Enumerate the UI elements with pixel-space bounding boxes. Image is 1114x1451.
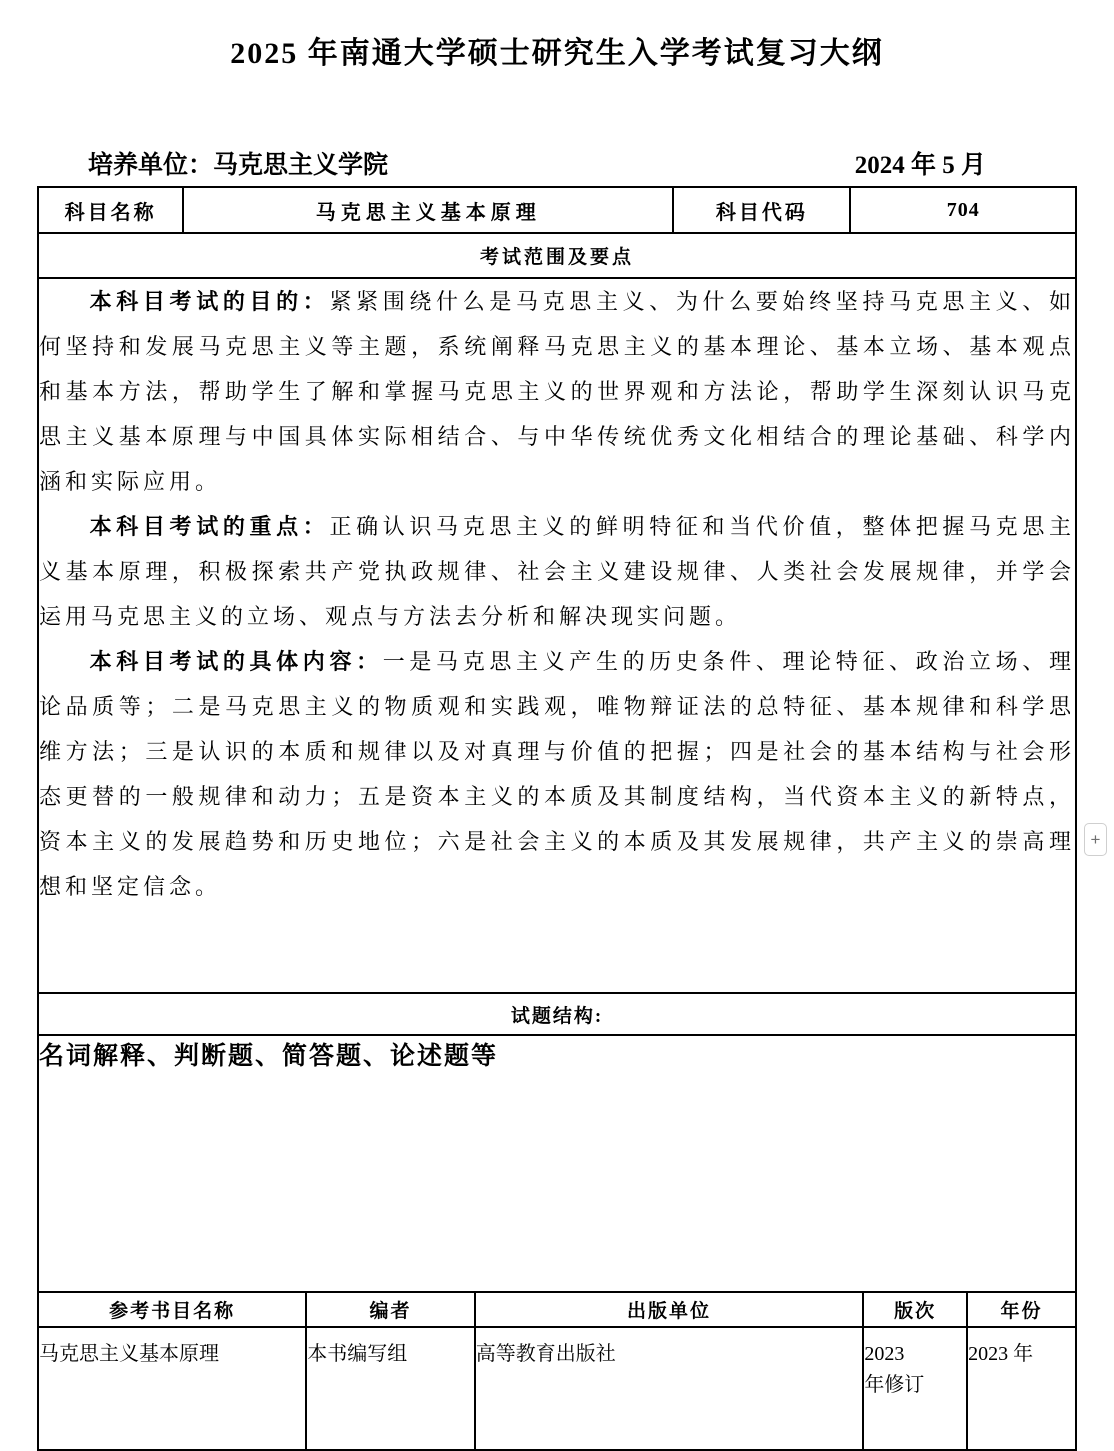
- paragraph-text: 紧紧围绕什么是马克思主义、为什么要始终坚持马克思主义、如何坚持和发展马克思主义等主题，系统阐释马克思主义的基本理论、基本立场、基本观点和基本方法，帮助学生了解和掌握马克思主义的世界观和方法论，帮助学生深刻认识马克思主义基本原理与中国具体实际相结合、与中华传统优秀文化相结合的理论基础、科学内涵和实际应用。: [39, 289, 1075, 494]
- subject-name-value: 马克思主义基本原理: [183, 187, 673, 233]
- structure-header: 试题结构:: [38, 993, 1076, 1035]
- subject-name-label: 科目名称: [38, 187, 183, 233]
- subject-row: [38, 187, 1076, 233]
- training-unit-label: 培养单位：马克思主义学院: [88, 152, 389, 179]
- structure-header-row: [38, 993, 1076, 1035]
- subject-code-value: 704: [850, 187, 1076, 233]
- ref-publisher: 高等教育出版社: [475, 1327, 864, 1450]
- issue-date: 2024 年 5 月: [854, 152, 986, 179]
- paragraph-lead: 本科目考试的重点：: [89, 514, 330, 539]
- structure-body-row: [38, 1035, 1076, 1292]
- references-table: [37, 1293, 1077, 1451]
- scope-header-row: [38, 233, 1076, 278]
- references-header-row: [38, 1293, 1076, 1327]
- ref-editor: 本书编写组: [306, 1327, 475, 1450]
- scope-paragraph-focus: [39, 504, 1075, 639]
- paragraph-text: 正确认识马克思主义的鲜明特征和当代价值，整体把握马克思主义基本原理，积极探索共产党执政规律、社会主义建设规律、人类社会发展规律，并学会运用马克思主义的立场、观点与方法去分析和解决现实问题。: [39, 514, 1075, 629]
- scope-paragraph-purpose: [39, 279, 1075, 504]
- ref-col-year: 年份: [967, 1293, 1076, 1327]
- scope-body-cell: [38, 278, 1076, 993]
- paragraph-lead: 本科目考试的具体内容：: [89, 649, 383, 674]
- plus-icon: +: [1090, 830, 1101, 849]
- page-title: 2025 年南通大学硕士研究生入学考试复习大纲: [230, 37, 884, 70]
- question-types: 名词解释、判断题、简答题、论述题等: [39, 1043, 499, 1070]
- scope-header: 考试范围及要点: [38, 233, 1076, 278]
- scope-body-row: [38, 278, 1076, 993]
- ref-book-title: 马克思主义基本原理: [38, 1327, 306, 1450]
- structure-body-cell: [38, 1035, 1076, 1292]
- ref-col-publisher: 出版单位: [475, 1293, 864, 1327]
- paragraph-lead: 本科目考试的目的：: [89, 289, 330, 314]
- ref-edition-text: 2023 年修订: [864, 1343, 925, 1396]
- ref-col-editor: 编者: [306, 1293, 475, 1327]
- paragraph-text: 一是马克思主义产生的历史条件、理论特征、政治立场、理论品质等；二是马克思主义的物质观和实践观，唯物辩证法的总特征、基本规律和科学思维方法；三是认识的本质和规律以及对真理与价值的把握；四是社会的基本结构与社会形态更替的一般规律和动力；五是资本主义的本质及其制度结构，当代资本主义的新特点，资本主义的发展趋势和历史地位；六是社会主义的本质及其发展规律，共产主义的崇高理想和坚定信念。: [39, 649, 1075, 899]
- ref-year: 2023 年: [967, 1327, 1076, 1450]
- subtitle-row: [0, 150, 1114, 182]
- document-page: [0, 34, 1114, 1451]
- ref-col-book-title: 参考书目名称: [38, 1293, 306, 1327]
- scope-paragraph-content: [39, 639, 1075, 909]
- insert-content-button[interactable]: [1084, 823, 1107, 856]
- ref-col-edition: 版次: [863, 1293, 967, 1327]
- subject-code-label: 科目代码: [673, 187, 850, 233]
- syllabus-table: [37, 186, 1077, 1293]
